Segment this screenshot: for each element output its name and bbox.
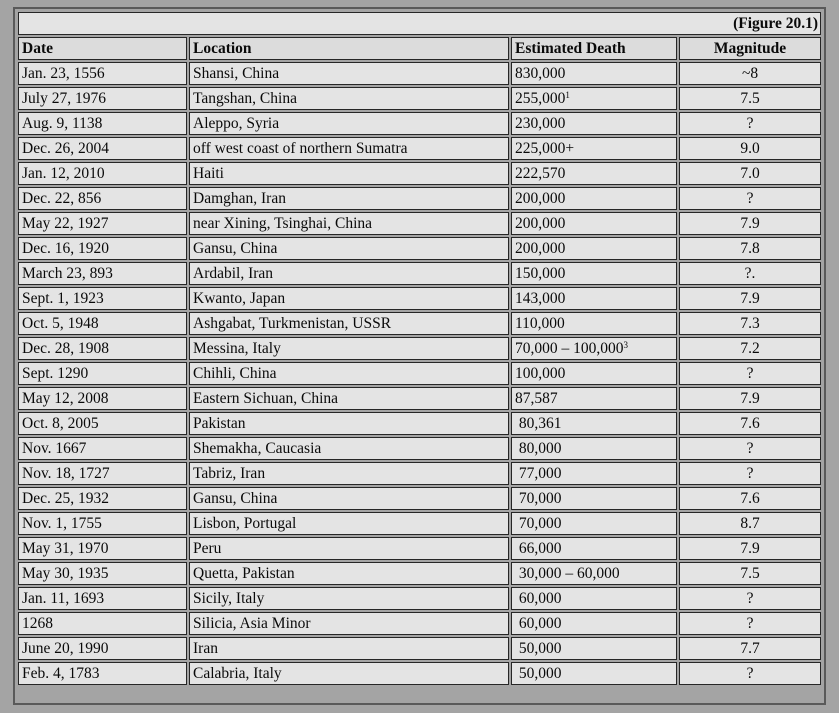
- location-cell: Haiti: [189, 162, 509, 185]
- location-cell: Kwanto, Japan: [189, 287, 509, 310]
- deaths-value: 60,000: [515, 590, 562, 607]
- magnitude-cell: ?.: [679, 262, 821, 285]
- date-cell: May 30, 1935: [18, 562, 187, 585]
- location-cell: Pakistan: [189, 412, 509, 435]
- deaths-cell: [511, 537, 677, 560]
- table-row: [18, 662, 821, 685]
- date-cell: Jan. 11, 1693: [18, 587, 187, 610]
- location-cell: Silicia, Asia Minor: [189, 612, 509, 635]
- deaths-cell: [511, 562, 677, 585]
- location-cell: Iran: [189, 637, 509, 660]
- table-row: [18, 437, 821, 460]
- table-row: [18, 512, 821, 535]
- date-cell: May 22, 1927: [18, 212, 187, 235]
- deaths-cell: [511, 262, 677, 285]
- deaths-cell: [511, 187, 677, 210]
- deaths-cell: [511, 662, 677, 685]
- footnote-marker: 1: [565, 90, 570, 100]
- deaths-value: 100,000: [515, 365, 566, 382]
- deaths-value: 150,000: [515, 265, 566, 282]
- date-cell: Dec. 25, 1932: [18, 487, 187, 510]
- magnitude-cell: ?: [679, 437, 821, 460]
- footnote-marker: 3: [623, 340, 628, 350]
- deaths-cell: [511, 337, 677, 360]
- magnitude-cell: 7.5: [679, 562, 821, 585]
- magnitude-cell: 7.9: [679, 287, 821, 310]
- magnitude-cell: ?: [679, 362, 821, 385]
- date-cell: Jan. 23, 1556: [18, 62, 187, 85]
- date-cell: Dec. 26, 2004: [18, 137, 187, 160]
- magnitude-cell: ?: [679, 662, 821, 685]
- date-cell: Oct. 5, 1948: [18, 312, 187, 335]
- table-row: [18, 62, 821, 85]
- date-cell: June 20, 1990: [18, 637, 187, 660]
- deaths-cell: [511, 412, 677, 435]
- date-cell: Sept. 1290: [18, 362, 187, 385]
- deaths-value: 222,570: [515, 165, 566, 182]
- location-cell: off west coast of northern Sumatra: [189, 137, 509, 160]
- location-cell: Messina, Italy: [189, 337, 509, 360]
- table-row: [18, 587, 821, 610]
- table-row: [18, 462, 821, 485]
- table-row: [18, 362, 821, 385]
- magnitude-cell: 7.8: [679, 237, 821, 260]
- deaths-value: 50,000: [515, 665, 562, 682]
- deaths-value: 230,000: [515, 115, 566, 132]
- date-cell: Nov. 1667: [18, 437, 187, 460]
- deaths-value: 255,000: [515, 90, 566, 107]
- location-cell: Gansu, China: [189, 237, 509, 260]
- deaths-column-header: Estimated Death: [511, 37, 677, 60]
- magnitude-cell: ?: [679, 612, 821, 635]
- deaths-cell: [511, 512, 677, 535]
- date-cell: Dec. 16, 1920: [18, 237, 187, 260]
- table-row: [18, 612, 821, 635]
- table-row: [18, 237, 821, 260]
- deaths-value: 30,000 – 60,000: [515, 565, 620, 582]
- earthquake-table-frame: [13, 7, 826, 705]
- deaths-cell: [511, 487, 677, 510]
- deaths-cell: [511, 237, 677, 260]
- table-row: [18, 212, 821, 235]
- figure-caption: (Figure 20.1): [18, 12, 821, 35]
- deaths-cell: [511, 312, 677, 335]
- table-row: [18, 387, 821, 410]
- deaths-cell: [511, 462, 677, 485]
- deaths-cell: [511, 362, 677, 385]
- magnitude-cell: 7.9: [679, 537, 821, 560]
- magnitude-cell: 7.9: [679, 387, 821, 410]
- magnitude-cell: 7.7: [679, 637, 821, 660]
- table-row: [18, 187, 821, 210]
- magnitude-cell: ?: [679, 112, 821, 135]
- date-cell: Aug. 9, 1138: [18, 112, 187, 135]
- location-cell: Ardabil, Iran: [189, 262, 509, 285]
- table-row: [18, 112, 821, 135]
- deaths-value: 143,000: [515, 290, 566, 307]
- date-cell: Feb. 4, 1783: [18, 662, 187, 685]
- deaths-cell: [511, 287, 677, 310]
- table-row: [18, 337, 821, 360]
- deaths-value: 80,000: [515, 440, 562, 457]
- deaths-cell: [511, 137, 677, 160]
- location-cell: Calabria, Italy: [189, 662, 509, 685]
- location-cell: Quetta, Pakistan: [189, 562, 509, 585]
- deaths-value: 60,000: [515, 615, 562, 632]
- deaths-value: 70,000 – 100,000: [515, 340, 624, 357]
- date-cell: Oct. 8, 2005: [18, 412, 187, 435]
- location-cell: Shansi, China: [189, 62, 509, 85]
- table-row: [18, 312, 821, 335]
- deaths-cell: [511, 612, 677, 635]
- location-cell: Sicily, Italy: [189, 587, 509, 610]
- deaths-value: 87,587: [515, 390, 558, 407]
- date-cell: Dec. 28, 1908: [18, 337, 187, 360]
- deaths-value: 70,000: [515, 490, 562, 507]
- deaths-value: 80,361: [515, 415, 562, 432]
- earthquake-table: [16, 10, 823, 687]
- location-cell: Damghan, Iran: [189, 187, 509, 210]
- location-cell: Ashgabat, Turkmenistan, USSR: [189, 312, 509, 335]
- location-cell: Chihli, China: [189, 362, 509, 385]
- deaths-cell: [511, 437, 677, 460]
- magnitude-cell: 7.5: [679, 87, 821, 110]
- table-row: [18, 162, 821, 185]
- magnitude-cell: 8.7: [679, 512, 821, 535]
- deaths-value: 225,000+: [515, 140, 575, 157]
- table-row: [18, 87, 821, 110]
- magnitude-column-header: Magnitude: [679, 37, 821, 60]
- date-cell: March 23, 893: [18, 262, 187, 285]
- deaths-value: 110,000: [515, 315, 565, 332]
- deaths-value: 77,000: [515, 465, 562, 482]
- magnitude-cell: 7.2: [679, 337, 821, 360]
- magnitude-cell: 7.3: [679, 312, 821, 335]
- deaths-cell: [511, 587, 677, 610]
- date-cell: May 31, 1970: [18, 537, 187, 560]
- table-row: [18, 262, 821, 285]
- date-cell: May 12, 2008: [18, 387, 187, 410]
- table-row: [18, 412, 821, 435]
- deaths-value: 200,000: [515, 215, 566, 232]
- magnitude-cell: 7.6: [679, 412, 821, 435]
- table-row: [18, 487, 821, 510]
- caption-row: [18, 12, 821, 35]
- location-cell: Gansu, China: [189, 487, 509, 510]
- location-cell: Aleppo, Syria: [189, 112, 509, 135]
- magnitude-cell: 7.0: [679, 162, 821, 185]
- header-row: [18, 37, 821, 60]
- location-cell: near Xining, Tsinghai, China: [189, 212, 509, 235]
- date-cell: Jan. 12, 2010: [18, 162, 187, 185]
- location-cell: Shemakha, Caucasia: [189, 437, 509, 460]
- location-cell: Tabriz, Iran: [189, 462, 509, 485]
- magnitude-cell: 7.6: [679, 487, 821, 510]
- location-cell: Tangshan, China: [189, 87, 509, 110]
- location-cell: Peru: [189, 537, 509, 560]
- date-cell: Nov. 18, 1727: [18, 462, 187, 485]
- table-row: [18, 137, 821, 160]
- deaths-value: 70,000: [515, 515, 562, 532]
- date-cell: Dec. 22, 856: [18, 187, 187, 210]
- location-cell: Eastern Sichuan, China: [189, 387, 509, 410]
- deaths-cell: [511, 162, 677, 185]
- deaths-cell: [511, 637, 677, 660]
- deaths-value: 50,000: [515, 640, 562, 657]
- magnitude-cell: ~8: [679, 62, 821, 85]
- deaths-value: 200,000: [515, 190, 566, 207]
- magnitude-cell: 9.0: [679, 137, 821, 160]
- table-row: [18, 537, 821, 560]
- date-column-header: Date: [18, 37, 187, 60]
- date-cell: Sept. 1, 1923: [18, 287, 187, 310]
- magnitude-cell: ?: [679, 462, 821, 485]
- deaths-cell: [511, 112, 677, 135]
- deaths-value: 830,000: [515, 65, 566, 82]
- location-cell: Lisbon, Portugal: [189, 512, 509, 535]
- deaths-cell: [511, 87, 677, 110]
- date-cell: Nov. 1, 1755: [18, 512, 187, 535]
- magnitude-cell: ?: [679, 587, 821, 610]
- deaths-cell: [511, 387, 677, 410]
- date-cell: July 27, 1976: [18, 87, 187, 110]
- table-row: [18, 287, 821, 310]
- magnitude-cell: 7.9: [679, 212, 821, 235]
- magnitude-cell: ?: [679, 187, 821, 210]
- deaths-value: 66,000: [515, 540, 562, 557]
- deaths-cell: [511, 212, 677, 235]
- deaths-value: 200,000: [515, 240, 566, 257]
- table-body: [18, 62, 821, 685]
- table-row: [18, 562, 821, 585]
- deaths-cell: [511, 62, 677, 85]
- table-row: [18, 637, 821, 660]
- location-column-header: Location: [189, 37, 509, 60]
- date-cell: 1268: [18, 612, 187, 635]
